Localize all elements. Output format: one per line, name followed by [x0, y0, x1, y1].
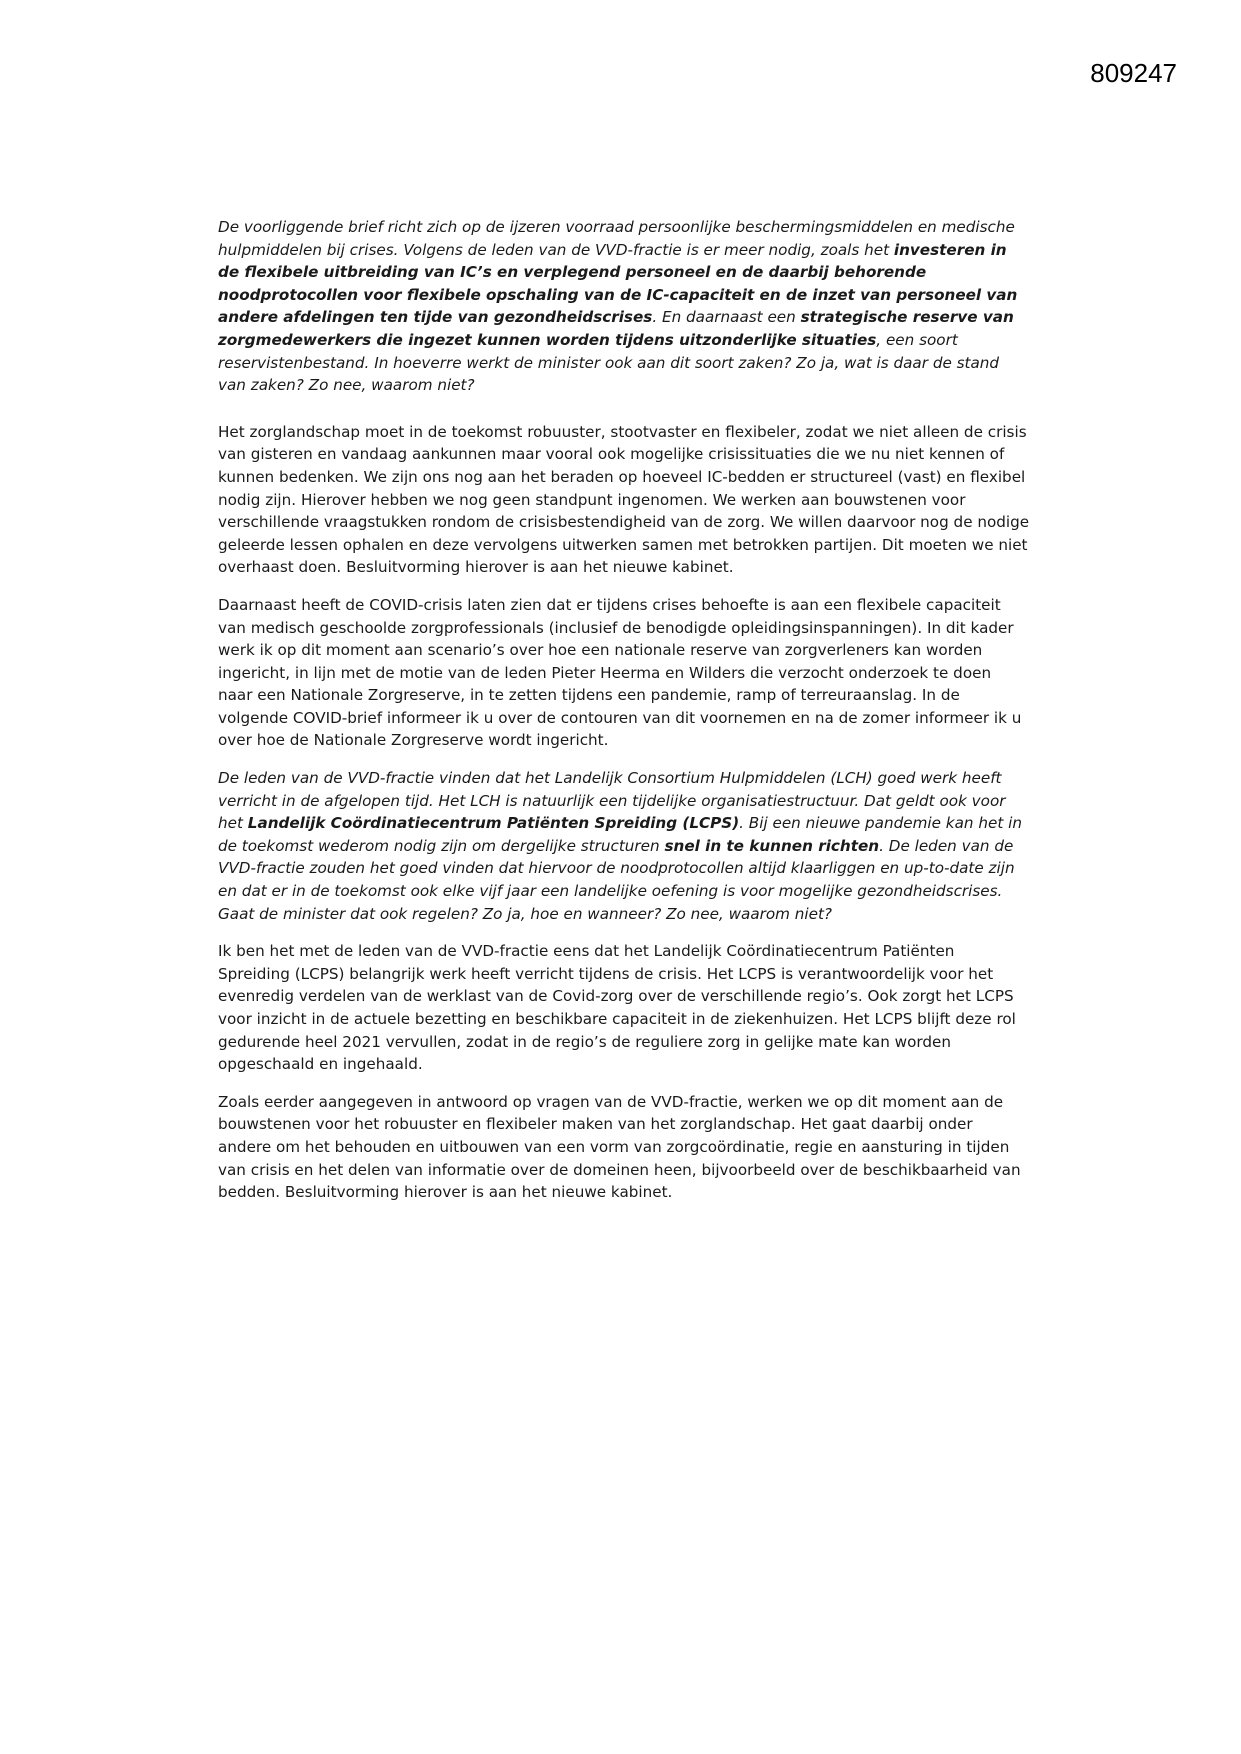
text-segment: . De leden van de VVD-fractie zouden het goed vinden dat hiervoor de noodprotocollen altijd klaarliggen en up-to-date zijn en dat er in de toekomst ook elke vijf jaar een landelijke oefening is voor mogelijke gezondheidscrises. Gaat de minister dat ook regelen? Zo ja, hoe en wanneer? Zo nee, waarom niet? [218, 836, 1015, 923]
text-segment: De voorliggende brief richt zich op de ijzeren voorraad persoonlijke beschermingsmiddelen en medische hulpmiddelen bij crises. Volgens de leden van de VVD-fractie is er meer nodig, zoals het [218, 218, 1015, 259]
bold-text-segment: snel in te kunnen richten [664, 836, 880, 855]
text-segment: . En daarnaast een [652, 308, 801, 327]
bold-text-segment: Landelijk Coördinatiecentrum Patiënten Spreiding (LCPS) [247, 814, 740, 833]
document-body [218, 216, 1030, 1219]
page-number: 809247 [1090, 58, 1177, 88]
text-segment: . Bij een nieuwe pandemie kan het in de toekomst wederom nodig zijn om dergelijke structuren [218, 814, 1022, 855]
question-paragraph [218, 767, 1030, 925]
bold-text-segment: investeren in de flexibele uitbreiding van IC’s en verplegend personeel en de daarbij behorende noodprotocollen voor flexibele opschaling van de IC-capaciteit en de inzet van personeel van andere afdelingen ten tijde van gezondheidscrises [218, 240, 1018, 327]
text-segment: Zoals eerder aangegeven in antwoord op vragen van de VVD-fractie, werken we op dit moment aan de bouwstenen voor het robuuster en flexibeler maken van het zorglandschap. Het gaat daarbij onder andere om het behouden en uitbouwen van een vorm van zorgcoördinatie, regie en aansturing in tijden van crisis en het delen van informatie over de domeinen heen, bijvoorbeeld over de beschikbaarheid van bedden. Besluitvorming hierover is aan het nieuwe kabinet. [218, 1092, 1021, 1202]
answer-paragraph [218, 1091, 1030, 1204]
answer-paragraph [218, 940, 1030, 1076]
bold-text-segment: strategische reserve van zorgmedewerkers die ingezet kunnen worden tijdens uitzonderlijke situaties [218, 308, 1014, 349]
text-segment: , een soort reservistenbestand. In hoeverre werkt de minister ook aan dit soort zaken? Zo ja, wat is daar de stand van zaken? Zo nee, waarom niet? [218, 330, 1000, 395]
text-segment: De leden van de VVD-fractie vinden dat het Landelijk Consortium Hulpmiddelen (LCH) goed werk heeft verricht in de afgelopen tijd. Het LCH is natuurlijk een tijdelijke organisatiestructuur. Dat geldt ook voor het [218, 769, 1006, 833]
answer-paragraph [218, 594, 1030, 752]
question-paragraph [218, 216, 1030, 397]
answer-paragraph [218, 421, 1030, 579]
text-segment: Het zorglandschap moet in de toekomst robuuster, stootvaster en flexibeler, zodat we niet alleen de crisis van gisteren en vandaag aankunnen maar vooral ook mogelijke crisissituaties die we nu niet kennen of kunnen bedenken. We zijn ons nog aan het beraden op hoeveel IC-bedden er structureel (vast) en flexibel nodig zijn. Hierover hebben we nog geen standpunt ingenomen. We werken aan bouwstenen voor verschillende vraagstukken rondom de crisisbestendigheid van de zorg. We willen daarvoor nog de nodige geleerde lessen ophalen en deze vervolgens uitwerken samen met betrokken partijen. Dit moeten we niet overhaast doen. Besluitvorming hierover is aan het nieuwe kabinet. [218, 422, 1030, 577]
text-segment: Ik ben het met de leden van de VVD-fractie eens dat het Landelijk Coördinatiecentrum Patiënten Spreiding (LCPS) belangrijk werk heeft verricht tijdens de crisis. Het LCPS is verantwoordelijk voor het evenredig verdelen van de werklast van de Covid-zorg over de verschillende regio’s. Ook zorgt het LCPS voor inzicht in de actuele bezetting en beschikbare capaciteit in de ziekenhuizen. Het LCPS blijft deze rol gedurende heel 2021 vervullen, zodat in de regio’s de reguliere zorg in gelijke mate kan worden opgeschaald en ingehaald. [218, 942, 1016, 1074]
text-segment: Daarnaast heeft de COVID-crisis laten zien dat er tijdens crises behoefte is aan een flexibele capaciteit van medisch geschoolde zorgprofessionals (inclusief de benodigde opleidingsinspanningen). In dit kader werk ik op dit moment aan scenario’s over hoe een nationale reserve van zorgverleners kan worden ingericht, in lijn met de motie van de leden Pieter Heerma en Wilders die verzocht onderzoek te doen naar een Nationale Zorgreserve, in te zetten tijdens een pandemie, ramp of terreuraanslag. In de volgende COVID-brief informeer ik u over de contouren van dit voornemen en na de zomer informeer ik u over hoe de Nationale Zorgreserve wordt ingericht. [218, 595, 1022, 750]
